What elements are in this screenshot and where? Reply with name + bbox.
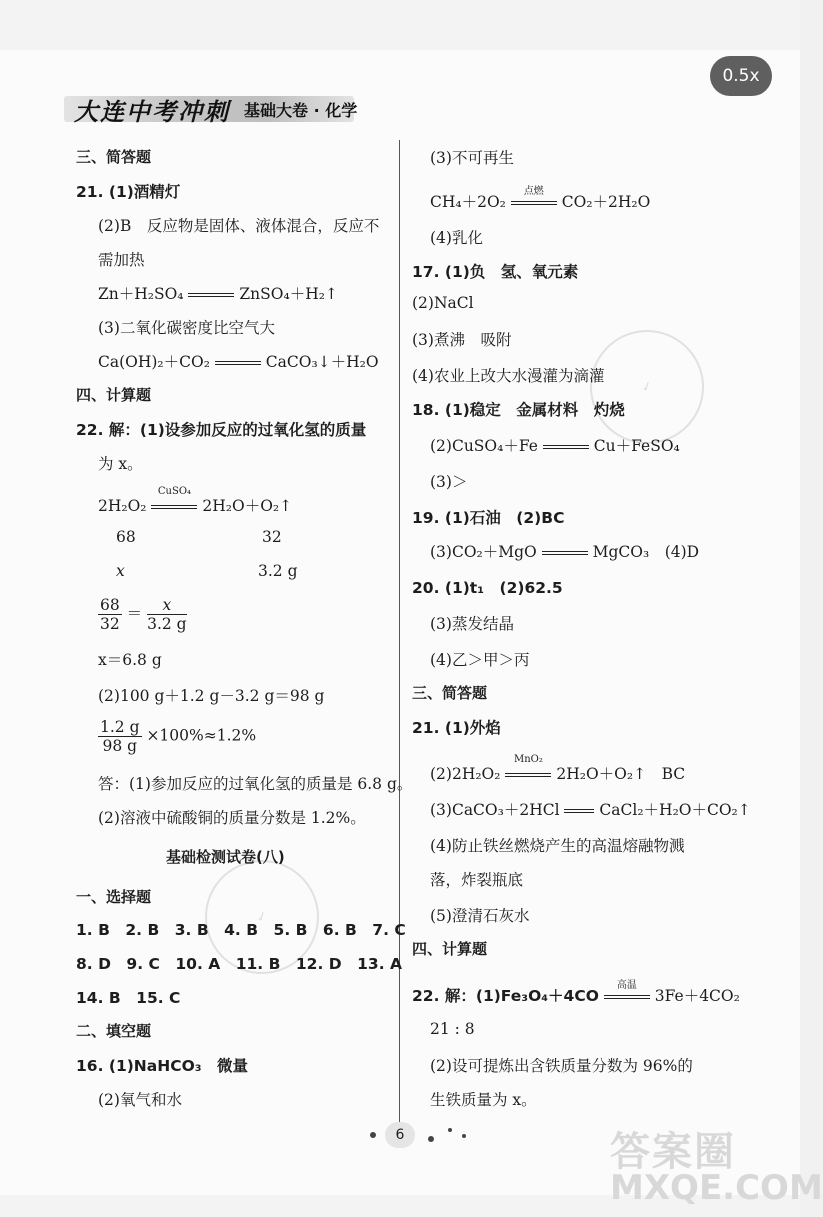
answer-line: 需加热	[98, 251, 145, 269]
answer-line: (3)煮沸 吸附	[412, 331, 512, 349]
footer-dot	[462, 1134, 466, 1138]
calc-value: 3.2 g	[258, 562, 298, 580]
equation-reactants: (2)CuSO₄＋Fe	[430, 437, 538, 455]
equation-arrow	[511, 186, 557, 211]
answer-line	[412, 576, 563, 598]
header-logo: 大连中考冲刺	[74, 97, 230, 126]
equation-products: 2H₂O＋O₂↑ BC	[556, 765, 686, 783]
equation-condition: 高温	[616, 980, 637, 991]
equation-reactants: 22. 解：(1)Fe₃O₄＋4CO	[412, 987, 599, 1005]
answer-line: 为 x。	[98, 455, 143, 473]
equation-arrow	[543, 437, 589, 455]
stamp-icon: ✓	[189, 844, 335, 990]
answer-line: (3)二氧化碳密度比空气大	[98, 319, 275, 337]
equation-reactants: (3)CO₂＋MgO	[430, 543, 537, 561]
proportion-line: $\frac{68}{32}$ ＝ $\frac{x}{3.2 g}$	[100, 596, 187, 633]
section-heading: 四、计算题	[76, 386, 152, 404]
equation-arrow	[564, 801, 594, 819]
choice-answers: 1. B 2. B 3. B 4. B 5. B 6. B 7. C	[76, 921, 406, 939]
equation-products: CaCO₃↓＋H₂O	[265, 353, 379, 371]
section-heading: 三、简答题	[76, 148, 152, 166]
equation-arrow	[505, 754, 551, 783]
answer-line	[412, 398, 625, 420]
answer-line: 生铁质量为 x。	[430, 1091, 537, 1109]
section-heading: 二、填空题	[76, 1022, 152, 1040]
stamp-icon: ✓	[574, 314, 720, 460]
answer-text: 20. (1)t₁ (2)62.5	[412, 579, 563, 597]
answer-line: (2)氧气和水	[98, 1091, 182, 1109]
answer-line: 21 : 8	[430, 1020, 475, 1038]
equation-arrow	[542, 543, 588, 561]
equation-arrow	[151, 486, 197, 515]
page-header	[64, 92, 364, 126]
answer-line	[412, 260, 578, 282]
answer-line	[412, 716, 501, 738]
test-title: 基础检测试卷(八)	[166, 848, 285, 866]
equation-reactants: (2)2H₂O₂	[430, 765, 501, 783]
equation-condition: MnO₂	[513, 754, 543, 765]
calc-value: x	[116, 562, 125, 580]
equation-line	[412, 980, 740, 1006]
answer-line: (3)不可再生	[430, 149, 514, 167]
equation-reactants: CH₄＋2O₂	[430, 193, 506, 211]
watermark-logo: 答案圈	[610, 1129, 736, 1175]
choice-answers: 14. B 15. C	[76, 989, 181, 1007]
equation-products: CaCl₂＋H₂O＋CO₂↑	[599, 801, 751, 819]
column-divider	[399, 140, 400, 1140]
equation-condition: CuSO₄	[157, 486, 192, 497]
answer-text: 17. (1)负 氢、氧元素	[412, 263, 579, 281]
equation-line	[98, 282, 338, 304]
answer-line: (4)防止铁丝燃烧产生的高温熔融物溅	[430, 837, 685, 855]
answer-text: 22. 解：(1)设参加反应的过氧化氢的质量	[76, 421, 367, 439]
answer-line: (2)NaCl	[412, 294, 474, 312]
answer-line: (3)蒸发结晶	[430, 615, 514, 633]
answer-text: 21. (1)酒精灯	[76, 183, 181, 201]
equation-products: Cu＋FeSO₄	[593, 437, 680, 455]
section-heading: 四、计算题	[412, 940, 488, 958]
equation-line	[430, 186, 651, 212]
percent-line	[98, 718, 256, 755]
footer-dot	[370, 1132, 376, 1138]
answer-line: (4)农业上改大水漫灌为滴灌	[412, 367, 605, 385]
answer-line	[76, 1054, 248, 1076]
equation-condition: 点燃	[523, 186, 544, 197]
watermark-url: MXQE.COM	[610, 1168, 823, 1208]
equation-line	[430, 754, 686, 784]
fraction: $\frac{x}{3.2 g}$	[147, 596, 187, 633]
answer-line: (3)＞	[430, 473, 468, 491]
answer-line	[412, 506, 564, 528]
section-heading: 三、简答题	[412, 684, 488, 702]
percent-result: ×100%≈1.2%	[146, 726, 257, 745]
answer-line: (4)乳化	[430, 229, 483, 247]
calc-value: 32	[262, 528, 282, 546]
answer-text: 16. (1)NaHCO₃ 微量	[76, 1057, 249, 1075]
footer-dot	[428, 1136, 434, 1142]
zoom-level-badge[interactable]: 0.5x	[710, 56, 772, 96]
calc-value: 68	[116, 528, 136, 546]
equation-products: ZnSO₄＋H₂↑	[239, 285, 338, 303]
equation-products: 3Fe＋4CO₂	[654, 987, 740, 1005]
answer-line	[76, 418, 366, 440]
equation-line	[430, 798, 751, 820]
equation-arrow	[188, 285, 234, 303]
fraction: $\frac{1.2 g}{98 g}$	[100, 718, 140, 755]
section-heading: 一、选择题	[76, 888, 152, 906]
equation-line	[98, 350, 379, 372]
equation-products: CO₂＋2H₂O	[561, 193, 651, 211]
answer-line	[76, 180, 180, 202]
answer-line: (5)澄清石灰水	[430, 907, 530, 925]
equation-products: MgCO₃ (4)D	[592, 543, 700, 561]
answer-line: (4)乙＞甲＞丙	[430, 651, 530, 669]
answer-line: (2)100 g＋1.2 g－3.2 g＝98 g	[98, 687, 325, 705]
equation-line	[98, 486, 293, 516]
answer-line: (2)设可提炼出含铁质量分数为 96%的	[430, 1057, 693, 1075]
equation-reactants: Ca(OH)₂＋CO₂	[98, 353, 210, 371]
top-strip	[0, 0, 800, 50]
equation-reactants: (3)CaCO₃＋2HCl	[430, 801, 560, 819]
answer-text: 19. (1)石油 (2)BC	[412, 509, 565, 527]
equation-arrow	[604, 980, 650, 1005]
fraction: $\frac{68}{32}$	[100, 596, 120, 633]
equation-reactants: Zn＋H₂SO₄	[98, 285, 184, 303]
equation-products: 2H₂O＋O₂↑	[202, 497, 293, 515]
answer-text: 18. (1)稳定 金属材料 灼烧	[412, 401, 625, 419]
header-subtitle: 基础大卷 · 化学	[244, 101, 358, 120]
page-number: 6	[385, 1122, 415, 1148]
equation-line	[430, 540, 699, 562]
answer-line: 落，炸裂瓶底	[430, 871, 524, 889]
answer-line: (2)B 反应物是固体、液体混合，反应不	[98, 217, 380, 235]
equation-reactants: 2H₂O₂	[98, 497, 147, 515]
choice-answers: 8. D 9. C 10. A 11. B 12. D 13. A	[76, 955, 402, 973]
footer-dot	[448, 1128, 452, 1132]
answer-text: 21. (1)外焰	[412, 719, 501, 737]
answer-line: x＝6.8 g	[98, 651, 162, 669]
answer-line: 答：(1)参加反应的过氧化氢的质量是 6.8 g。	[98, 775, 413, 793]
equation-arrow	[215, 353, 261, 371]
answer-line: (2)溶液中硫酸铜的质量分数是 1.2%。	[98, 809, 366, 827]
equation-line	[430, 434, 680, 456]
